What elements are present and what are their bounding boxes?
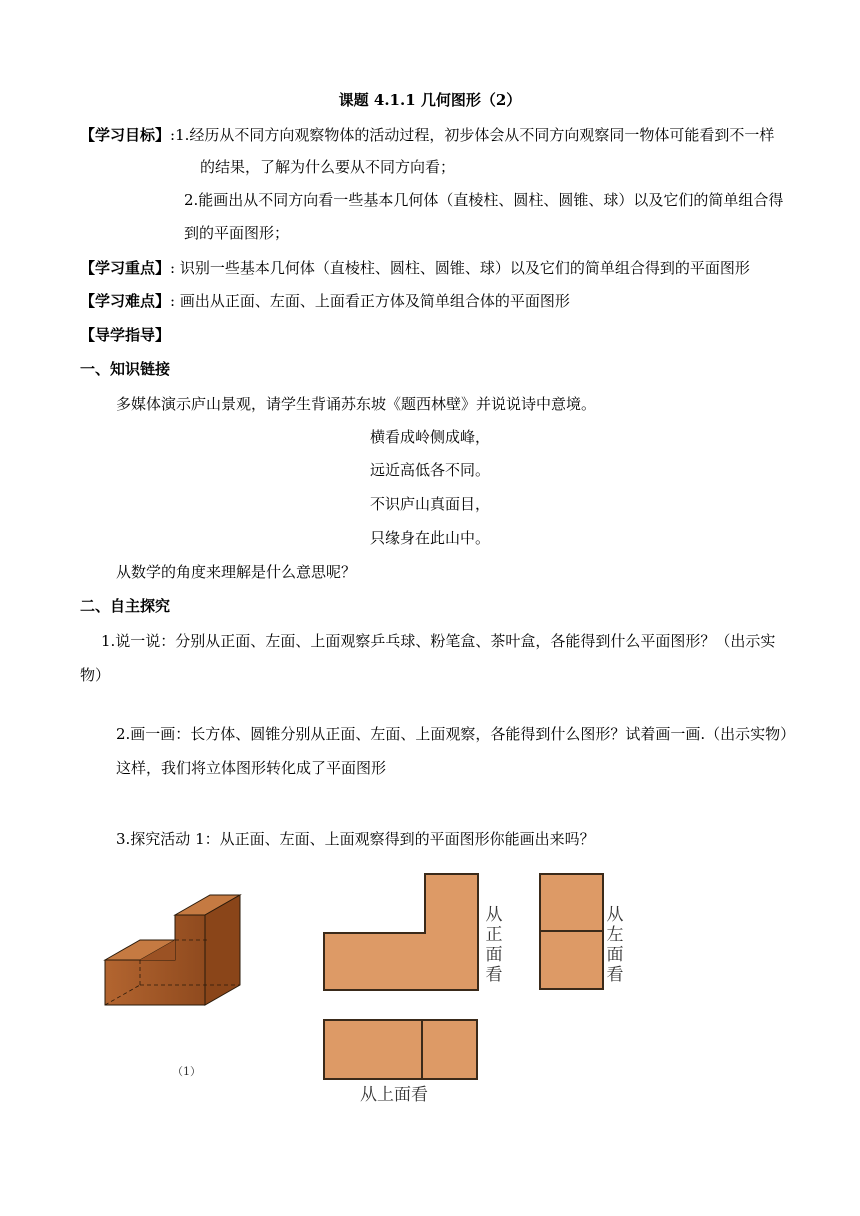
intro-text: 多媒体演示庐山景观，请学生背诵苏东坡《题西林壁》并说说诗中意境。 [116,395,597,413]
item2-line2: 这样，我们将立体图形转化成了平面图形 [116,759,387,777]
solid-caption: （1） [172,1065,201,1078]
section2-heading: 二、自主探究 [80,597,171,615]
poem-line: 远近高低各不同。 [369,461,490,479]
item2-line1: 2.画一画：长方体、圆锥分别从正面、左面、上面观察，各能得到什么图形？试着画一画.（出示实物） [116,725,796,743]
top-view-figure [323,1019,479,1081]
page-title: 课题 4.1.1 几何图形（2） [338,91,522,109]
key-row [80,258,750,278]
item1-line2: 物） [80,666,111,684]
item3-text: 3.探究活动 1：从正面、左面、上面观察得到的平面图形你能画出来吗？ [116,830,595,848]
difficulty-row [80,291,570,311]
objective2-line2: 到的平面图形； [184,224,290,242]
objectives-row [80,125,774,145]
front-view-figure [323,873,479,991]
objective1-line1: :1.经历从不同方向观察物体的活动过程，初步体会从不同方向观察同一物体可能看到不一样 [170,126,775,144]
objectives-label: 【学习目标】 [80,126,171,144]
left-view-figure [539,873,605,991]
key-label: 【学习重点】 [80,259,171,277]
guide-label: 【导学指导】 [80,326,171,344]
front-view-label: 从正面看 [485,905,503,985]
poem-line: 不识庐山真面目， [369,495,490,513]
top-view-label: 从上面看 [360,1085,428,1105]
difficulty-label: 【学习难点】 [80,292,171,310]
poem-line: 横看成岭侧成峰， [369,428,490,446]
left-view-label: 从左面看 [606,905,624,985]
objective1-line2: 的结果，了解为什么要从不同方向看； [200,158,456,176]
solid-figure [100,890,250,1010]
difficulty-text: : 画出从正面、左面、上面看正方体及简单组合体的平面图形 [170,292,570,310]
objective2-line1: 2.能画出从不同方向看一些基本几何体（直棱柱、圆柱、圆锥、球）以及它们的简单组合得 [184,191,784,209]
poem-line: 只缘身在此山中。 [369,529,490,547]
question-text: 从数学的角度来理解是什么意思呢？ [116,563,357,581]
key-text: : 识别一些基本几何体（直棱柱、圆柱、圆锥、球）以及它们的简单组合得到的平面图形 [170,259,750,277]
section1-heading: 一、知识链接 [80,360,171,378]
item1-line1: 1.说一说：分别从正面、左面、上面观察乒乓球、粉笔盒、茶叶盒，各能得到什么平面图形？（出示实 [101,632,776,650]
